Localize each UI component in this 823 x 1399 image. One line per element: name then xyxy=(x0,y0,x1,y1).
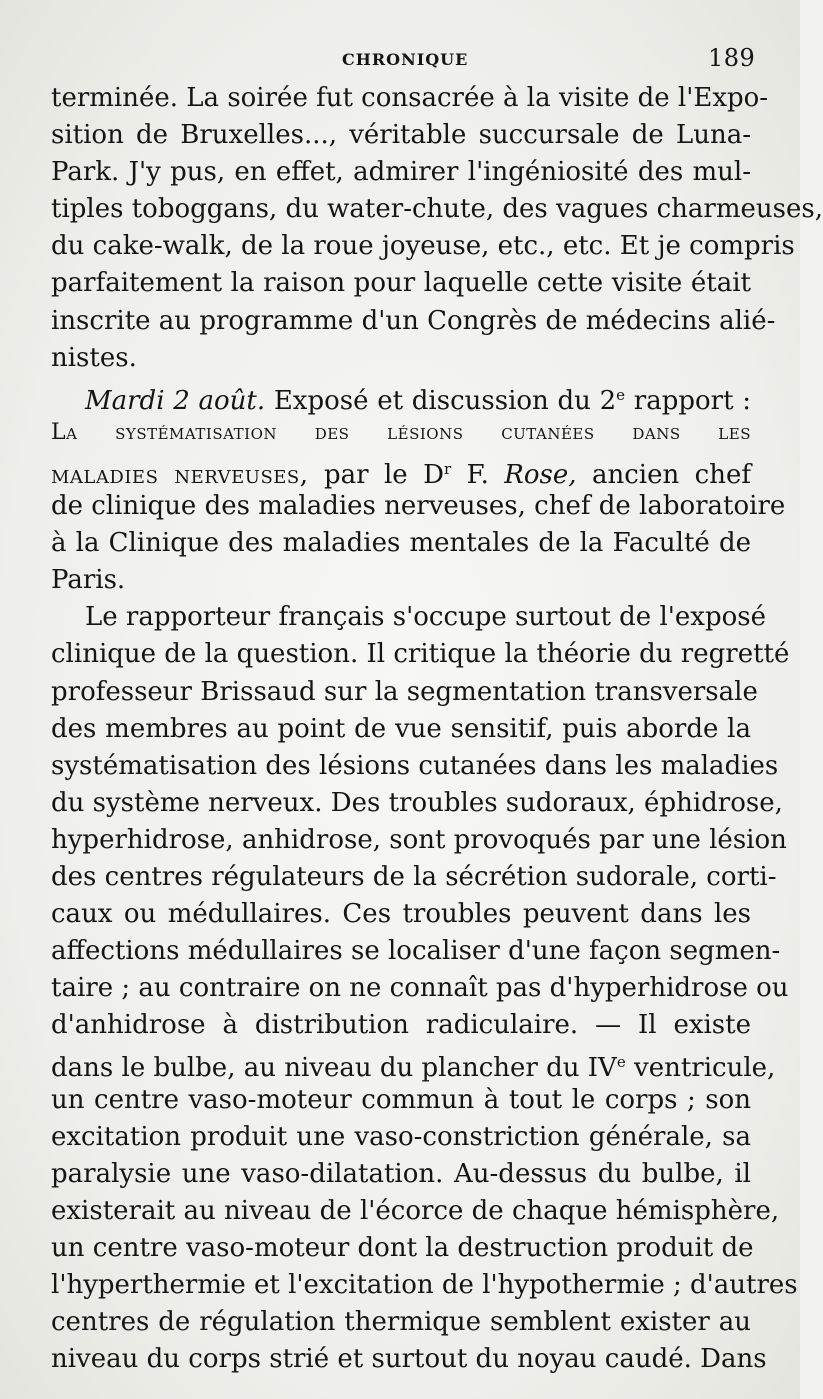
text-line-ventricule xyxy=(51,1044,776,1084)
text-span: Exposé et discussion du 2 xyxy=(265,385,617,416)
text-span: ventricule, xyxy=(625,1053,776,1084)
text-line: inscrite au programme d'un Congrès de médecins alié- xyxy=(51,305,776,336)
superscript: e xyxy=(616,385,626,404)
text-line: à la Clinique des maladies mentales de la Faculté de xyxy=(51,528,751,559)
text-line: l'hyperthermie et l'excitation de l'hypothermie ; d'autres xyxy=(51,1270,798,1300)
text-line: du système nerveux. Des troubles sudoraux, éphidrose, xyxy=(51,787,783,818)
body-text xyxy=(51,80,823,1378)
text-line: taire ; au contraire on ne connaît pas d'hyperhidrose ou xyxy=(51,973,789,1004)
text-line: paralysie une vaso-dilatation. Au-dessus du bulbe, il xyxy=(51,1158,751,1189)
text-line: d'anhidrose à distribution radiculaire. — Il existe xyxy=(51,1010,751,1041)
text-line: nistes. xyxy=(51,342,137,373)
text-line: excitation produit une vaso-constriction générale, sa xyxy=(51,1121,751,1152)
text-line: centres de régulation thermique semblent exister au xyxy=(51,1307,751,1338)
report-title-line xyxy=(51,451,751,488)
date-heading: Mardi 2 août. xyxy=(85,385,266,416)
page-number: 189 xyxy=(708,44,756,72)
text-span: rapport : xyxy=(625,385,751,416)
text-line: du cake-walk, de la roue joyeuse, etc., etc. Et je compris xyxy=(51,231,795,262)
text-line: Le rapporteur français s'occupe surtout de l'exposé xyxy=(85,602,766,633)
report-title: La systématisation des lésions cutanées dans les xyxy=(51,419,751,445)
text-line: des centres régulateurs de la sécrétion sudorale, corti- xyxy=(51,861,777,892)
author-name: Rose, xyxy=(504,459,577,490)
text-line: Paris. xyxy=(51,565,126,596)
text-line: Park. J'y pus, en effet, admirer l'ingéniosité des mul- xyxy=(51,157,751,188)
text-line: de clinique des maladies nerveuses, chef de laboratoire xyxy=(51,491,786,522)
superscript: r xyxy=(443,459,452,478)
text-line: terminée. La soirée fut consacrée à la visite de l'Expo- xyxy=(51,83,769,113)
text-span: dans le bulbe, au niveau du plancher du IV xyxy=(51,1053,617,1084)
text-line: professeur Brissaud sur la segmentation transversale xyxy=(51,676,758,707)
running-head: CHRONIQUE xyxy=(342,50,469,69)
text-line: systématisation des lésions cutanées dans les maladies xyxy=(51,750,779,781)
text-line: des membres au point de vue sensitif, puis aborde la xyxy=(51,713,751,744)
text-span: F. xyxy=(451,459,505,490)
report-title-line xyxy=(51,414,751,451)
text-line: existerait au niveau de l'écorce de chaque hémisphère, xyxy=(51,1195,780,1226)
text-line: caux ou médullaires. Ces troubles peuvent dans les xyxy=(51,899,751,930)
text-span: par le D xyxy=(308,459,444,490)
text-line: parfaitement la raison pour laquelle cette visite était xyxy=(51,268,751,299)
text-line: clinique de la question. Il critique la théorie du regretté xyxy=(51,639,790,670)
text-line: sition de Bruxelles..., véritable succursale de Luna- xyxy=(51,120,751,151)
text-line: un centre vaso-moteur dont la destruction produit de xyxy=(51,1232,754,1263)
page-header xyxy=(0,44,800,74)
paragraph-mardi xyxy=(51,377,751,414)
text-line: hyperhidrose, anhidrose, sont provoqués par une lésion xyxy=(51,824,787,855)
superscript: e xyxy=(616,1053,626,1072)
report-title: maladies nerveuses, xyxy=(51,459,309,490)
text-line: affections médullaires se localiser d'une façon segmen- xyxy=(51,936,781,967)
text-line: un centre vaso-moteur commun à tout le corps ; son xyxy=(51,1084,751,1115)
text-line: niveau du corps strié et surtout du noyau caudé. Dans xyxy=(51,1344,767,1375)
text-span: ancien chef xyxy=(576,459,751,490)
text-line: tiples toboggans, du water-chute, des vagues charmeuses, xyxy=(51,194,823,225)
